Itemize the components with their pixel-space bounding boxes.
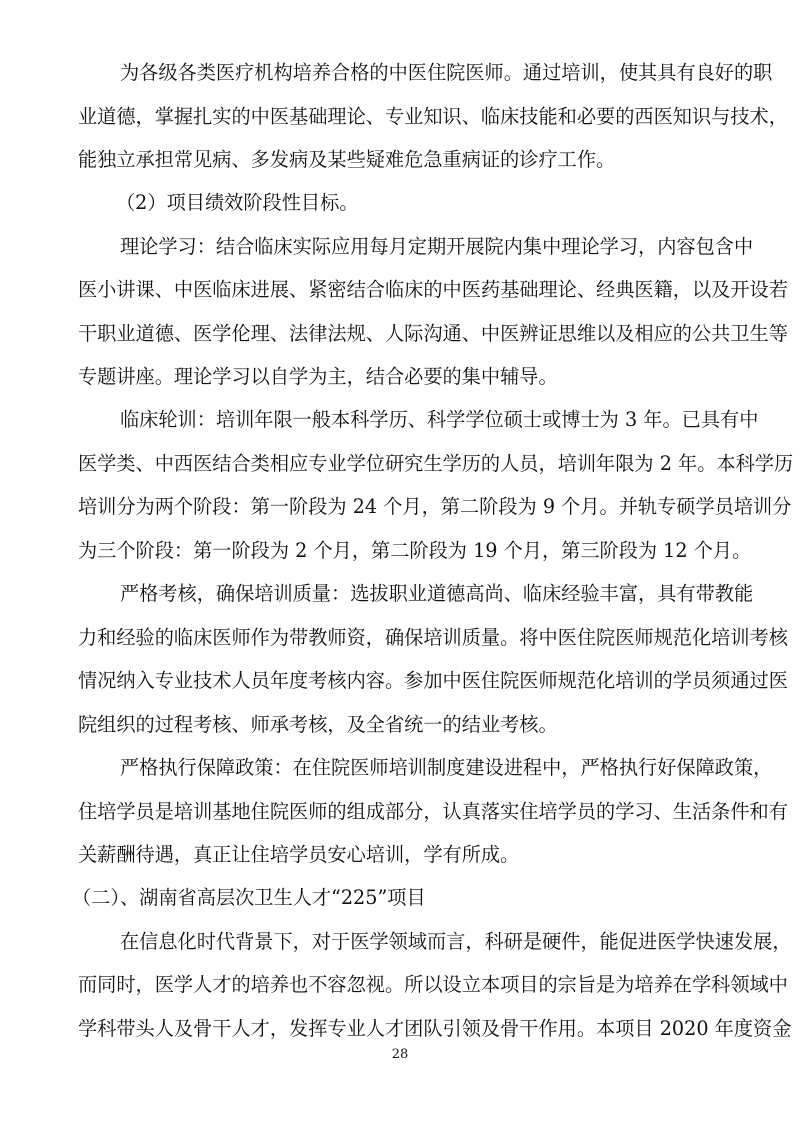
paragraph-line: 专题讲座。理论学习以自学为主，结合必要的集中辅导。 bbox=[78, 365, 558, 388]
page-number: 28 bbox=[391, 1047, 409, 1062]
paragraph-line: 关薪酬待遇，真正让住培学员安心培训，学有所成。 bbox=[78, 843, 520, 866]
paragraph-line: 力和经验的临床医师作为带教师资，确保培训质量。将中医住院医师规范化培训考核 bbox=[78, 626, 788, 649]
paragraph-line: 而同时，医学人才的培养也不容忽视。所以设立本项目的宗旨是为培养在学科领域中 bbox=[78, 973, 788, 996]
section-heading: （二）、湖南省高层次卫生人才“225”项目 bbox=[72, 886, 426, 909]
paragraph-line: 情况纳入专业技术人员年度考核内容。参加中医住院医师规范化培训的学员须通过医 bbox=[78, 669, 788, 692]
paragraph-line: 医学类、中西医结合类相应专业学位研究生学历的人员，培训年限为 2 年。本科学历 bbox=[78, 452, 794, 475]
paragraph-line: 院组织的过程考核、师承考核，及全省统一的结业考核。 bbox=[78, 713, 558, 736]
paragraph-line: 严格考核，确保培训质量：选拔职业道德高尚、临床经验丰富，具有带教能 bbox=[120, 582, 754, 605]
paragraph-line: 住培学员是培训基地住院医师的组成部分，认真落实住培学员的学习、生活条件和有 bbox=[78, 800, 788, 823]
paragraph-line: 能独立承担常见病、多发病及某些疑难危急重病证的诊疗工作。 bbox=[78, 148, 616, 171]
paragraph-line: 学科带头人及骨干人才，发挥专业人才团队引领及骨干作用。本项目 2020 年度资金 bbox=[78, 1017, 792, 1040]
paragraph-line: 医小讲课、中医临床进展、紧密结合临床的中医药基础理论、经典医籍，以及开设若 bbox=[78, 278, 788, 301]
paragraph-line: 临床轮训：培训年限一般本科学历、科学学位硕士或博士为 3 年。已具有中 bbox=[120, 408, 759, 431]
paragraph-line: 严格执行保障政策：在住院医师培训制度建设进程中，严格执行好保障政策， bbox=[120, 756, 773, 779]
paragraph-line: 为三个阶段：第一阶段为 2 个月，第二阶段为 19 个月，第三阶段为 12 个月。 bbox=[78, 539, 752, 562]
paragraph-line: 培训分为两个阶段：第一阶段为 24 个月，第二阶段为 9 个月。并轨专硕学员培训分 bbox=[78, 495, 792, 518]
paragraph-line: 为各级各类医疗机构培养合格的中医住院医师。通过培训，使其具有良好的职 bbox=[120, 61, 773, 84]
paragraph-line: 理论学习：结合临床实际应用每月定期开展院内集中理论学习，内容包含中 bbox=[120, 235, 754, 258]
section-subheading: （2）项目绩效阶段性目标。 bbox=[116, 191, 359, 214]
paragraph-line: 业道德，掌握扎实的中医基础理论、专业知识、临床技能和必要的西医知识与技术， bbox=[78, 105, 788, 128]
paragraph-line: 干职业道德、医学伦理、法律法规、人际沟通、中医辨证思维以及相应的公共卫生等 bbox=[78, 322, 788, 345]
paragraph-line: 在信息化时代背景下，对于医学领域而言，科研是硬件，能促进医学快速发展， bbox=[120, 930, 792, 953]
